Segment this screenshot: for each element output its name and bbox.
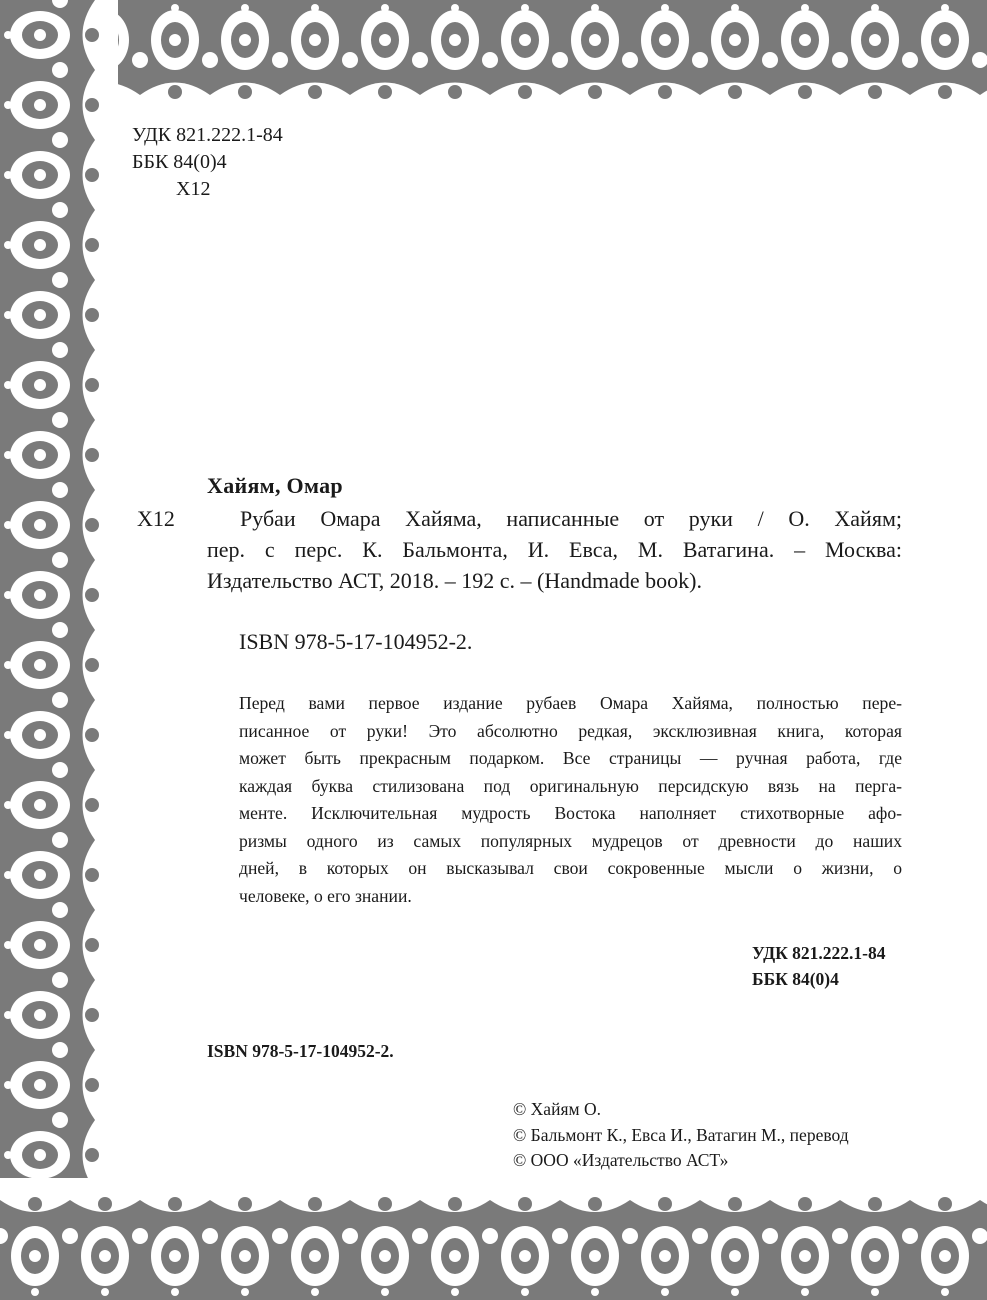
- annotation-line: дней, в которых он высказывал свои сокровенные мысли о жизни, о: [239, 858, 902, 878]
- biblio-line: Рубаи Омара Хайяма, написанные от руки / О. Хайям;: [240, 506, 902, 531]
- isbn-record: ISBN 978-5-17-104952-2.: [239, 629, 473, 654]
- annotation-line: писанное от руки! Это абсолютно редкая, эксклюзивная книга, которая: [239, 720, 902, 741]
- ornament-border-left: [0, 0, 118, 1300]
- copyright-line: © ООО «Издательство АСТ»: [513, 1150, 729, 1170]
- annotation-line: Перед вами первое издание рубаев Омара Хайяма, полностью пере-: [239, 693, 902, 713]
- bottom-udk-code: УДК 821.222.1-84: [752, 943, 886, 963]
- annotation-text: [239, 690, 902, 910]
- record-author-code: Х12: [137, 506, 175, 531]
- bottom-classification: [752, 940, 886, 992]
- ornament-border-bottom: [0, 1178, 987, 1300]
- annotation-line: каждая буква стилизована под оригинальную персидскую вязь на перга-: [239, 775, 902, 796]
- udk-code: УДК 821.222.1-84: [132, 124, 283, 146]
- annotation-line: ризмы одного из самых популярных мудрецов от древности до наших: [239, 830, 902, 851]
- annotation-line: менте. Исключительная мудрость Востока наполняет стихотворные афо-: [239, 803, 902, 823]
- copyright-line: © Хайям О.: [513, 1099, 601, 1119]
- isbn-bottom: ISBN 978-5-17-104952-2.: [207, 1041, 394, 1061]
- ornament-border-top: [0, 0, 987, 118]
- annotation-line: человеке, о его знании.: [239, 885, 412, 906]
- bbk-code: ББК 84(0)4: [132, 151, 227, 173]
- author-code: Х12: [176, 178, 211, 200]
- copyright-line: © Бальмонт К., Евса И., Ватагин М., перевод: [513, 1124, 849, 1145]
- biblio-line: пер. с перс. К. Бальмонта, И. Евса, М. Ватагина. – Москва:: [207, 537, 902, 562]
- bottom-bbk-code: ББК 84(0)4: [752, 969, 839, 989]
- bibliographic-description: [207, 503, 902, 596]
- biblio-line: Издательство АСТ, 2018. – 192 с. – (Handmade book).: [207, 568, 702, 593]
- author-name: Хайям, Омар: [207, 473, 343, 498]
- copyright-block: [513, 1097, 849, 1174]
- classification-block: [132, 122, 283, 203]
- annotation-line: может быть прекрасным подарком. Все страницы — ручная работа, где: [239, 748, 902, 768]
